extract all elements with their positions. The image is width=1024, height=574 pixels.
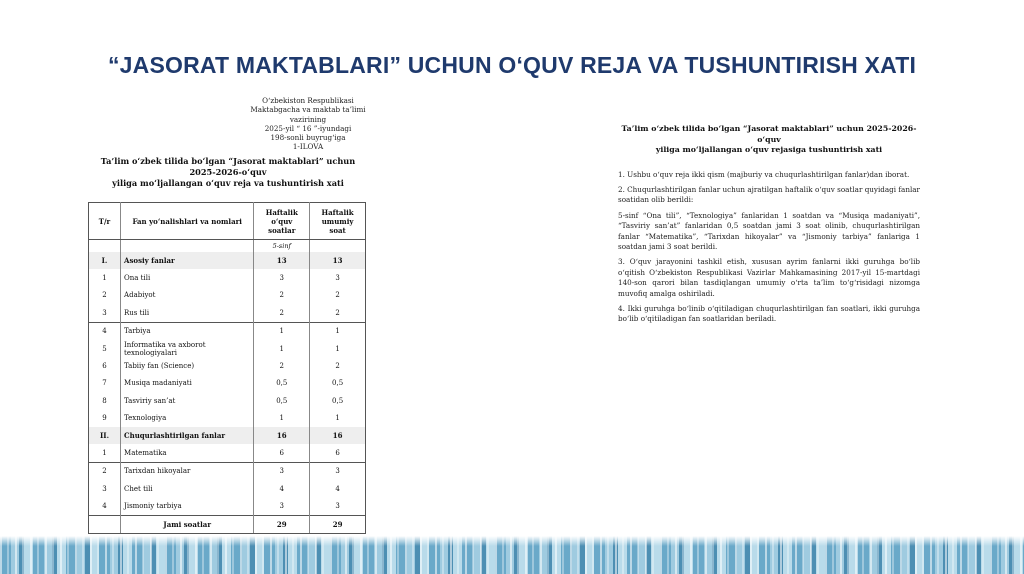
grade-row: [89, 240, 366, 253]
study-plan-heading: [88, 156, 368, 189]
row-subject: Chuqurlashtirilgan fanlar: [121, 427, 254, 444]
row-subject: Ona tili: [121, 269, 254, 286]
heading-line: Ta’lim o‘zbek tilida bo‘lgan “Jasorat maktablari” uchun 2025-2026-o‘quv: [100, 156, 356, 177]
table-row: [89, 322, 366, 340]
row-weekly: 6: [254, 444, 310, 462]
total-total: 29: [310, 515, 366, 533]
row-num: 4: [89, 497, 121, 515]
approval-line: 2025-yil “ 16 ”-iyundagi: [264, 123, 352, 133]
row-weekly: 16: [254, 427, 310, 444]
row-weekly: 13: [254, 252, 310, 269]
row-total: 6: [310, 444, 366, 462]
row-num: 2: [89, 462, 121, 480]
row-subject: Musiqa madaniyati: [121, 375, 254, 392]
header-subject: Fan yo‘nalishlari va nomlari: [121, 203, 254, 240]
table-row: [89, 252, 366, 269]
row-num: 1: [89, 444, 121, 462]
row-num: 2: [89, 287, 121, 304]
note-paragraph: 4. Ikki guruhga bo‘linib o‘qitiladigan chuqurlashtirilgan fan soatlari, ikki guruhga bo‘lib o‘qitiladigan fan soatlaridan beriladi.: [618, 303, 920, 324]
row-total: 0,5: [310, 375, 366, 392]
row-subject: Tarbiya: [121, 322, 254, 340]
row-total: 2: [310, 287, 366, 304]
study-plan-table: [88, 202, 366, 534]
note-paragraph: 2. Chuqurlashtirilgan fanlar uchun ajratilgan haftalik o‘quv soatlar quyidagi fanlar soatidan olib berildi:: [618, 184, 920, 205]
total-row: [89, 515, 366, 533]
row-num: 1: [89, 269, 121, 286]
row-subject: Rus tili: [121, 304, 254, 322]
row-num: 3: [89, 304, 121, 322]
row-weekly: 3: [254, 269, 310, 286]
row-total: 2: [310, 304, 366, 322]
row-weekly: 3: [254, 462, 310, 480]
heading-line: Ta’lim o‘zbek tilida bo‘lgan “Jasorat maktablari” uchun 2025-2026-o‘quv: [621, 124, 917, 144]
row-num: 9: [89, 410, 121, 427]
note-paragraph: 1. Ushbu o‘quv reja ikki qism (majburiy va chuqurlashtirilgan fanlar)dan iborat.: [618, 169, 910, 179]
table-body: [89, 240, 366, 534]
row-total: 1: [310, 340, 366, 357]
approval-line: 1-ILOVA: [292, 142, 324, 152]
row-total: 3: [310, 269, 366, 286]
table-row: [89, 287, 366, 304]
row-subject: Chet tili: [121, 480, 254, 497]
table-row: [89, 340, 366, 357]
table-row: [89, 480, 366, 497]
row-weekly: 0,5: [254, 375, 310, 392]
approval-line: Maktabgacha va maktab ta’limi vazirining: [250, 105, 366, 124]
row-num: 5: [89, 340, 121, 357]
row-subject: Tarixdan hikoyalar: [121, 462, 254, 480]
approval-stamp-text: [238, 96, 378, 152]
slide-title: “JASORAT MAKTABLARI” UCHUN O‘QUV REJA VA TUSHUNTIRISH XATI: [107, 52, 917, 78]
decorative-bottom-band: [0, 536, 1024, 574]
table-header-row: [89, 203, 366, 240]
row-weekly: 1: [254, 340, 310, 357]
table-row: [89, 304, 366, 322]
table-row: [89, 269, 366, 286]
row-subject: Tabiiy fan (Science): [121, 357, 254, 374]
approval-line: O‘zbekiston Respublikasi: [262, 96, 354, 105]
row-subject: Asosiy fanlar: [121, 252, 254, 269]
note-paragraph: 3. O‘quv jarayonini tashkil etish, xususan ayrim fanlarni ikki guruhga bo‘lib o‘qitish O‘zbekiston Respublikasi Vazirlar Mahkamasining 2017-yil 15-martdagi 140-son qarori bilan tasdiqlangan umumiy o‘rta ta’lim to‘g‘risidagi nizomga muvofiq amalga oshiriladi.: [618, 257, 920, 298]
row-subject: Tasviriy san’at: [121, 392, 254, 409]
row-weekly: 2: [254, 287, 310, 304]
total-weekly: 29: [254, 515, 310, 533]
table-row: [89, 462, 366, 480]
header-weekly: Haftalik o‘quv soatlar: [254, 203, 310, 240]
table-row: [89, 410, 366, 427]
row-total: 0,5: [310, 392, 366, 409]
row-total: 3: [310, 497, 366, 515]
header-total: Haftalik umumiy soat: [310, 203, 366, 240]
header-num: T/r: [89, 203, 121, 240]
table-row: [89, 427, 366, 444]
table-row: [89, 375, 366, 392]
row-weekly: 3: [254, 497, 310, 515]
row-num: 3: [89, 480, 121, 497]
approval-line: 198-sonli buyrug‘iga: [270, 133, 346, 143]
study-plan-document: [88, 96, 368, 530]
heading-line: yiliga mo‘ljallangan o‘quv rejasiga tushuntirish xati: [655, 145, 883, 154]
grade-label: 5-sinf: [254, 240, 310, 253]
row-total: 4: [310, 480, 366, 497]
heading-line: yiliga mo‘ljallangan o‘quv reja va tushuntirish xati: [112, 178, 344, 188]
total-label: Jami soatlar: [121, 515, 254, 533]
row-total: 1: [310, 322, 366, 340]
row-weekly: 2: [254, 304, 310, 322]
row-weekly: 1: [254, 410, 310, 427]
table-row: [89, 444, 366, 462]
row-weekly: 4: [254, 480, 310, 497]
row-total: 3: [310, 462, 366, 480]
explanatory-note-heading: [618, 124, 920, 156]
row-total: 13: [310, 252, 366, 269]
row-weekly: 2: [254, 357, 310, 374]
note-paragraph: 5-sinf “Ona tili”, “Texnologiya” fanlaridan 1 soatdan va “Musiqa madaniyati”, “Tasviriy san’at” fanlaridan 0,5 soatdan jami 3 soat olinib, chuqurlashtirilgan fanlar “Matematika”, “Tarixdan hikoyalar” va “Jismoniy tarbiya” fanlariga 1 soatdan jami 3 soat berildi.: [618, 210, 920, 251]
row-subject: Informatika va axborot texnologiyalari: [121, 340, 254, 357]
table-row: [89, 392, 366, 409]
explanatory-note: [618, 124, 920, 330]
row-num: II.: [89, 427, 121, 444]
table-row: [89, 497, 366, 515]
table-row: [89, 357, 366, 374]
row-weekly: 0,5: [254, 392, 310, 409]
row-total: 2: [310, 357, 366, 374]
row-subject: Jismoniy tarbiya: [121, 497, 254, 515]
row-num: 7: [89, 375, 121, 392]
row-num: I.: [89, 252, 121, 269]
row-subject: Adabiyot: [121, 287, 254, 304]
row-total: 1: [310, 410, 366, 427]
row-subject: Matematika: [121, 444, 254, 462]
row-total: 16: [310, 427, 366, 444]
row-subject: Texnologiya: [121, 410, 254, 427]
row-num: 6: [89, 357, 121, 374]
row-num: 8: [89, 392, 121, 409]
row-num: 4: [89, 322, 121, 340]
row-weekly: 1: [254, 322, 310, 340]
